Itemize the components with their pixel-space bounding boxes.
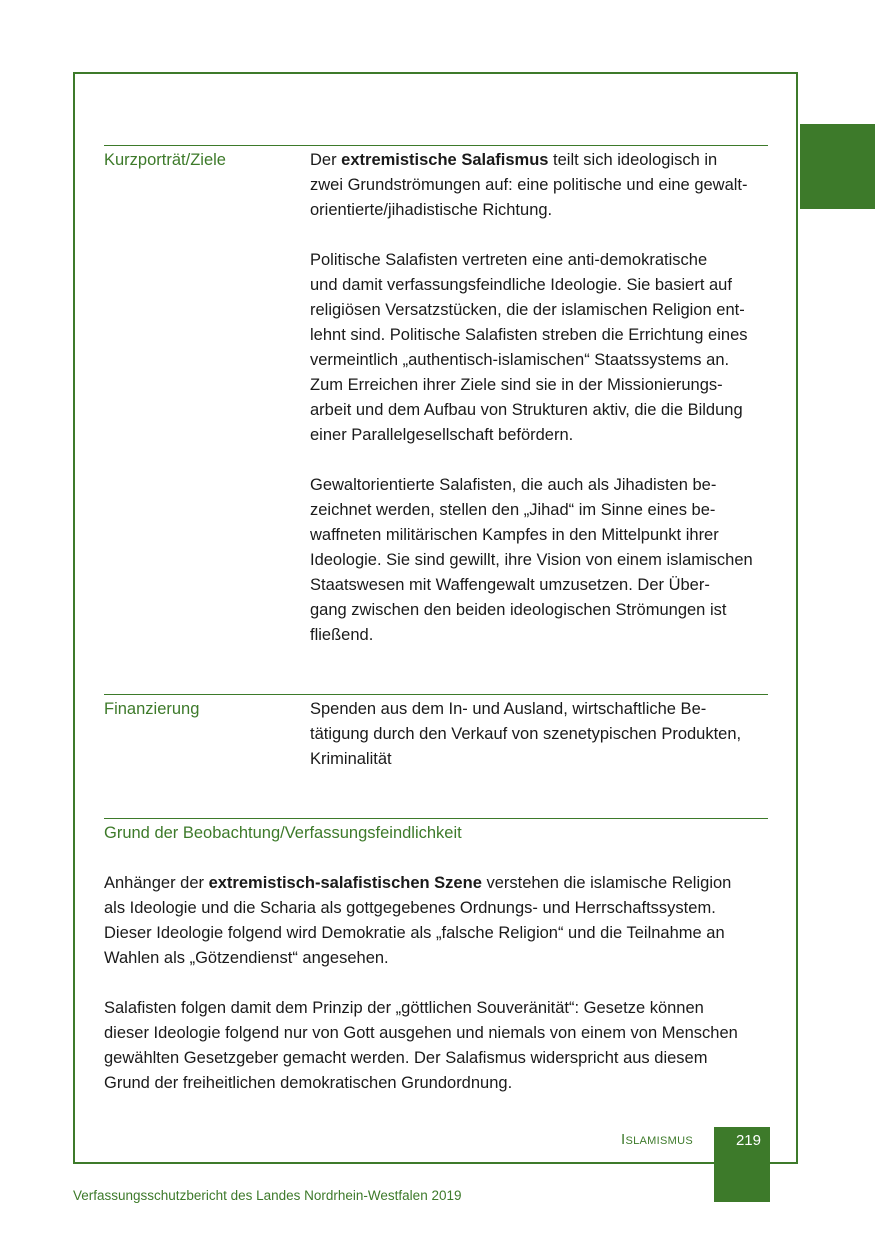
kurzportrait-term-bold: extremistische Salafismus — [341, 151, 549, 169]
grund-p2-line: gewählten Gesetzgeber gemacht werden. Der Salafismus widerspricht aus diesem — [104, 1049, 708, 1067]
section-divider-kurzportrait — [104, 145, 768, 146]
footer-section-title: Islamismus — [621, 1131, 693, 1148]
kurzportrait-p2-line: Politische Salafisten vertreten eine anti-demokratische — [310, 251, 708, 269]
kurzportrait-p3-line: waffneten militärischen Kampfes in den Mittelpunkt ihrer — [310, 526, 719, 544]
kurzportrait-p3-line: gang zwischen den beiden ideologischen Strömungen ist — [310, 601, 727, 619]
kurzportrait-p1-line3: orientierte/jihadistische Richtung. — [310, 201, 553, 219]
kurzportrait-p1-line2: zwei Grundströmungen auf: eine politische und eine gewalt- — [310, 176, 748, 194]
grund-term-bold: extremistisch-salafistischen Szene — [208, 874, 482, 892]
grund-p2-line: dieser Ideologie folgend nur von Gott ausgehen und niemals von einem von Menschen — [104, 1024, 738, 1042]
kurzportrait-p2-line: vermeintlich „authentisch-islamischen“ Staatssystems an. — [310, 351, 730, 369]
kurzportrait-p3-line: Staatswesen mit Waffengewalt umzusetzen. Der Über- — [310, 576, 710, 594]
kurzportrait-p2-line: arbeit und dem Aufbau von Strukturen aktiv, die die Bildung — [310, 401, 743, 419]
page-number-box — [714, 1127, 770, 1202]
label-kurzportrait: Kurzporträt/Ziele — [104, 151, 226, 169]
report-title: Verfassungsschutzbericht des Landes Nordrhein-Westfalen 2019 — [73, 1188, 462, 1203]
kurzportrait-p3-line: Gewaltorientierte Salafisten, die auch als Jihadisten be- — [310, 476, 717, 494]
kurzportrait-p2-line: Zum Erreichen ihrer Ziele sind sie in der Missionierungs- — [310, 376, 723, 394]
grund-p1-line4: Wahlen als „Götzendienst“ angesehen. — [104, 949, 389, 967]
grund-text — [104, 871, 774, 1096]
kurzportrait-p3-line: zeichnet werden, stellen den „Jihad“ im Sinne eines be- — [310, 501, 716, 519]
kurzportrait-p2-line: lehnt sind. Politische Salafisten streben die Errichtung eines — [310, 326, 748, 344]
grund-p2-line: Salafisten folgen damit dem Prinzip der „göttlichen Souveränität“: Gesetze können — [104, 999, 704, 1017]
section-divider-grund — [104, 818, 768, 819]
label-finanzierung: Finanzierung — [104, 700, 200, 718]
heading-grund: Grund der Beobachtung/Verfassungsfeindlichkeit — [104, 824, 462, 842]
kurzportrait-p2-line: einer Parallelgesellschaft befördern. — [310, 426, 574, 444]
finanzierung-line: tätigung durch den Verkauf von szenetypischen Produkten, — [310, 725, 742, 743]
grund-p2-line: Grund der freiheitlichen demokratischen Grundordnung. — [104, 1074, 513, 1092]
finanzierung-text — [310, 697, 772, 772]
kurzportrait-p3-line: fließend. — [310, 626, 374, 644]
kurzportrait-text — [310, 148, 772, 648]
kurzportrait-p2-line: religiösen Versatzstücken, die der islamischen Religion ent- — [310, 301, 745, 319]
section-divider-finanzierung — [104, 694, 768, 695]
grund-p1-line1: Anhänger der extremistisch-salafistischen Szene verstehen die islamische Religion — [104, 874, 732, 892]
kurzportrait-p1-line1: Der extremistische Salafismus teilt sich ideologisch in — [310, 151, 718, 169]
finanzierung-line: Spenden aus dem In- und Ausland, wirtschaftliche Be- — [310, 700, 707, 718]
chapter-tab-marker — [800, 124, 875, 209]
finanzierung-line: Kriminalität — [310, 750, 392, 768]
grund-p1-line3: Dieser Ideologie folgend wird Demokratie als „falsche Religion“ und die Teilnahme an — [104, 924, 725, 942]
grund-p1-line2: als Ideologie und die Scharia als gottgegebenes Ordnungs- und Herrschaftssystem. — [104, 899, 716, 917]
page-number: 219 — [735, 1132, 761, 1149]
kurzportrait-p3-line: Ideologie. Sie sind gewillt, ihre Vision von einem islamischen — [310, 551, 753, 569]
kurzportrait-p2-line: und damit verfassungsfeindliche Ideologie. Sie basiert auf — [310, 276, 732, 294]
